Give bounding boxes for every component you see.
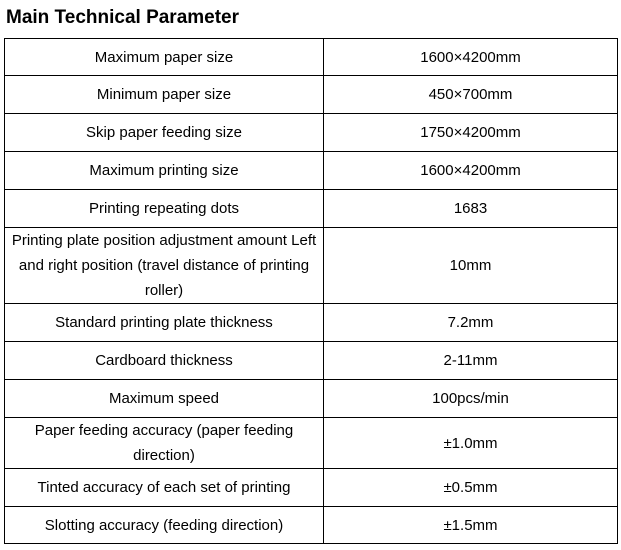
parameter-name: Printing plate position adjustment amount Left and right position (travel distance of printing roller) xyxy=(5,228,324,304)
table-row xyxy=(5,380,618,418)
parameter-value: 2-11mm xyxy=(324,342,618,380)
table-row xyxy=(5,39,618,76)
parameter-name: Maximum paper size xyxy=(5,39,324,76)
parameter-value: 7.2mm xyxy=(324,304,618,342)
parameter-value: 10mm xyxy=(324,228,618,304)
parameter-name: Tinted accuracy of each set of printing xyxy=(5,469,324,507)
table-row xyxy=(5,152,618,190)
parameter-name: Maximum printing size xyxy=(5,152,324,190)
parameter-name: Paper feeding accuracy (paper feeding direction) xyxy=(5,418,324,469)
parameter-name: Skip paper feeding size xyxy=(5,114,324,152)
parameter-name: Printing repeating dots xyxy=(5,190,324,228)
parameter-name: Minimum paper size xyxy=(5,76,324,114)
parameter-name: Standard printing plate thickness xyxy=(5,304,324,342)
table-row xyxy=(5,418,618,469)
parameter-value: 450×700mm xyxy=(324,76,618,114)
parameter-value: 1600×4200mm xyxy=(324,39,618,76)
page-title: Main Technical Parameter xyxy=(6,7,240,28)
parameter-value: 1750×4200mm xyxy=(324,114,618,152)
parameter-name: Cardboard thickness xyxy=(5,342,324,380)
table-row xyxy=(5,304,618,342)
table-row xyxy=(5,190,618,228)
parameter-name: Maximum speed xyxy=(5,380,324,418)
parameter-table xyxy=(4,38,618,544)
parameter-value: 1600×4200mm xyxy=(324,152,618,190)
table-row xyxy=(5,342,618,380)
parameter-value: 100pcs/min xyxy=(324,380,618,418)
parameter-value: 1683 xyxy=(324,190,618,228)
parameter-name: Slotting accuracy (feeding direction) xyxy=(5,507,324,544)
table-row xyxy=(5,469,618,507)
parameter-value: ±1.0mm xyxy=(324,418,618,469)
table-row xyxy=(5,228,618,304)
parameter-value: ±1.5mm xyxy=(324,507,618,544)
parameter-value: ±0.5mm xyxy=(324,469,618,507)
table-row xyxy=(5,76,618,114)
table-row xyxy=(5,114,618,152)
table-row xyxy=(5,507,618,544)
